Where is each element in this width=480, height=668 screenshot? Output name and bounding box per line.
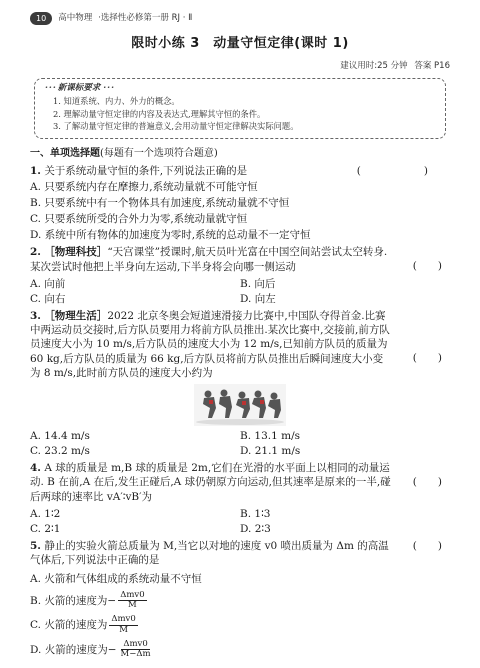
goals-title: · · · 新课标要求 · · · bbox=[45, 83, 114, 94]
option-c[interactable]: C. 2∶1 bbox=[30, 522, 61, 535]
option-c[interactable]: C. 23.2 m/s bbox=[30, 445, 90, 458]
option-d[interactable]: D. 21.1 m/s bbox=[240, 445, 301, 458]
section-heading: 一、单项选择题(每题有一个选项符合题意) bbox=[30, 148, 218, 160]
exercise-meta bbox=[30, 61, 450, 72]
question-stem: “天宫课堂”授课时,航天员叶光富在中国空间站尝试太空转身.某次尝试时他把上半身向左运动,下半身将会向哪一侧运动 bbox=[30, 246, 388, 273]
page-number: 10 bbox=[30, 12, 52, 25]
option-a[interactable]: A. 只要系统内存在摩擦力,系统动量就不可能守恒 bbox=[30, 180, 258, 193]
answer-ref: 答案 P16 bbox=[414, 60, 450, 71]
curriculum-goals-box bbox=[34, 78, 446, 139]
answer-blank[interactable]: ( ) bbox=[412, 476, 442, 489]
question-2: 2. ［物理科技］“天宫课堂”授课时,航天员叶光富在中国空间站尝试太空转身.某次尝试时他把上半身向左运动,下半身将会向哪一侧运动 ( ) A. 向前 B. 向后 C. 向右 D. 向左 bbox=[30, 245, 450, 306]
option-d[interactable]: D. 2∶3 bbox=[240, 522, 271, 535]
option-b[interactable]: B. 只要系统中有一个物体具有加速度,系统动量就不守恒 bbox=[30, 196, 290, 209]
option-a[interactable]: A. 1∶2 bbox=[30, 507, 61, 520]
option-b[interactable]: B. 向后 bbox=[240, 277, 276, 290]
option-a[interactable]: A. 火箭和气体组成的系统动量不守恒 bbox=[30, 572, 202, 585]
fraction: $\frac{\text{Δmv0}}{M}$ bbox=[111, 614, 136, 635]
skaters-photo bbox=[30, 384, 450, 426]
fraction: $\frac{\text{Δmv0}}{M}$ bbox=[120, 589, 145, 611]
option-c[interactable]: C. 只要系统所受的合外力为零,系统动量就守恒 bbox=[30, 213, 248, 226]
answer-blank[interactable]: ( ) bbox=[412, 540, 442, 553]
option-b[interactable]: B. 1∶3 bbox=[240, 507, 271, 520]
question-4: 4. A 球的质量是 m,B 球的质量是 2m,它们在光滑的水平面上以相同的动量运动. B 在前,A 在后,发生正碰后,A 球仍朝原方向运动,但其速率是原来的一半,碰后两球的速率比 vA′∶vB′为 ( ) A. 1∶2 B. 1∶3 C. 2∶1 D. 2∶3 bbox=[30, 461, 450, 536]
option-a[interactable]: A. 14.4 m/s bbox=[30, 429, 90, 442]
answer-blank[interactable]: ( ) bbox=[356, 164, 442, 177]
question-1: 1. 关于系统动量守恒的条件,下列说法正确的是 ( ) A. 只要系统内存在摩擦力,系统动量就不可能守恒 B. 只要系统中有一个物体具有加速度,系统动量就不守恒 C. 只要系统所受的合外力为零,系统动量就守恒 D. 系统中所有物体的加速度为零时,系统的总动量不一定守恒 bbox=[30, 164, 450, 243]
option-c[interactable]: C. 向右 bbox=[30, 292, 66, 305]
goal-item: 1. 知道系统、内力、外力的概念。 bbox=[53, 96, 180, 107]
page-header bbox=[30, 12, 450, 25]
option-b[interactable]: B. 火箭的速度为− $\frac{\text{Δmv0}}{M}$ bbox=[30, 589, 145, 611]
question-stem: 静止的实验火箭总质量为 M,当它以对地的速度 v0 喷出质量为 Δm 的高温气体后,下列说法中正确的是 bbox=[30, 540, 389, 567]
fraction: $\frac{\text{Δmv0}}{M-\Delta m}$ bbox=[120, 639, 151, 660]
question-stem: 2022 北京冬奥会短道速滑接力比赛中,中国队夺得首金.比赛中两运动员交接时,后方队员要用力将前方队员推出.某次比赛中,交接前,前方队员速度大小为 10 m/s,后方队员的速度大小为 12 m/s,已知前方队员的质量为 60 kg,后方队员的质量为 66 kg,后方队员将前方队员推出后瞬间速度大小变为 8 m/s,此时前方队员的速度大小约为 bbox=[30, 310, 390, 379]
question-5: 5. 静止的实验火箭总质量为 M,当它以对地的速度 v0 喷出质量为 Δm 的高温气体后,下列说法中正确的是 ( ) A. 火箭和气体组成的系统动量不守恒 B. 火箭的速度为− $\frac{\text{Δmv0}}{M}$ C. 火箭的速度为 $\frac{\text{Δmv0}}{M}$ D. 火箭的速度为− $\frac{\text{Δmv0}}{M-\Delta m}$ bbox=[30, 539, 450, 660]
question-tag: ［物理生活］ bbox=[44, 310, 108, 323]
option-c[interactable]: C. 火箭的速度为 $\frac{\text{Δmv0}}{M}$ bbox=[30, 614, 136, 635]
goal-item: 2. 理解动量守恒定律的内容及表达式,理解其守恒的条件。 bbox=[53, 108, 266, 119]
series-label: ·选择性必修第一册 RJ · Ⅱ bbox=[98, 12, 193, 23]
question-tag: ［物理科技］ bbox=[44, 246, 108, 259]
question-stem: 关于系统动量守恒的条件,下列说法正确的是 bbox=[44, 164, 248, 177]
option-b[interactable]: B. 13.1 m/s bbox=[240, 429, 300, 442]
exercise-title: 限时小练 3 动量守恒定律(课时 1) bbox=[131, 36, 349, 51]
question-stem: A 球的质量是 m,B 球的质量是 2m,它们在光滑的水平面上以相同的动量运动. B 在前,A 在后,发生正碰后,A 球仍朝原方向运动,但其速率是原来的一半,碰后两球的速率比 vA′∶vB′为 bbox=[30, 462, 391, 503]
book-title: 高中物理 bbox=[58, 12, 93, 23]
option-d[interactable]: D. 向左 bbox=[240, 292, 276, 305]
answer-blank[interactable]: ( ) bbox=[412, 352, 442, 365]
question-3: 3. ［物理生活］2022 北京冬奥会短道速滑接力比赛中,中国队夺得首金.比赛中两运动员交接时,后方队员要用力将前方队员推出.某次比赛中,交接前,前方队员速度大小为 10 m/s,后方队员的速度大小为 12 m/s,已知前方队员的质量为 60 kg,后方队员的质量为 66 kg,后方队员将前方队员推出后瞬间速度大小变为 8 m/s,此时前方队员的速度大小约为 ( ) A. 14.4 m/s B. 13.1 m/s C. 23.2 m/s D. 21.1 m/s bbox=[30, 309, 450, 458]
option-d[interactable]: D. 火箭的速度为− $\frac{\text{Δmv0}}{M-\Delta m}$ bbox=[30, 639, 151, 660]
option-a[interactable]: A. 向前 bbox=[30, 277, 66, 290]
goal-item: 3. 了解动量守恒定律的普遍意义,会用动量守恒定律解决实际问题。 bbox=[53, 120, 299, 131]
answer-blank[interactable]: ( ) bbox=[412, 260, 442, 273]
suggested-time: 建议用时:25 分钟 bbox=[340, 60, 408, 71]
option-d[interactable]: D. 系统中所有物体的加速度为零时,系统的总动量不一定守恒 bbox=[30, 229, 311, 242]
